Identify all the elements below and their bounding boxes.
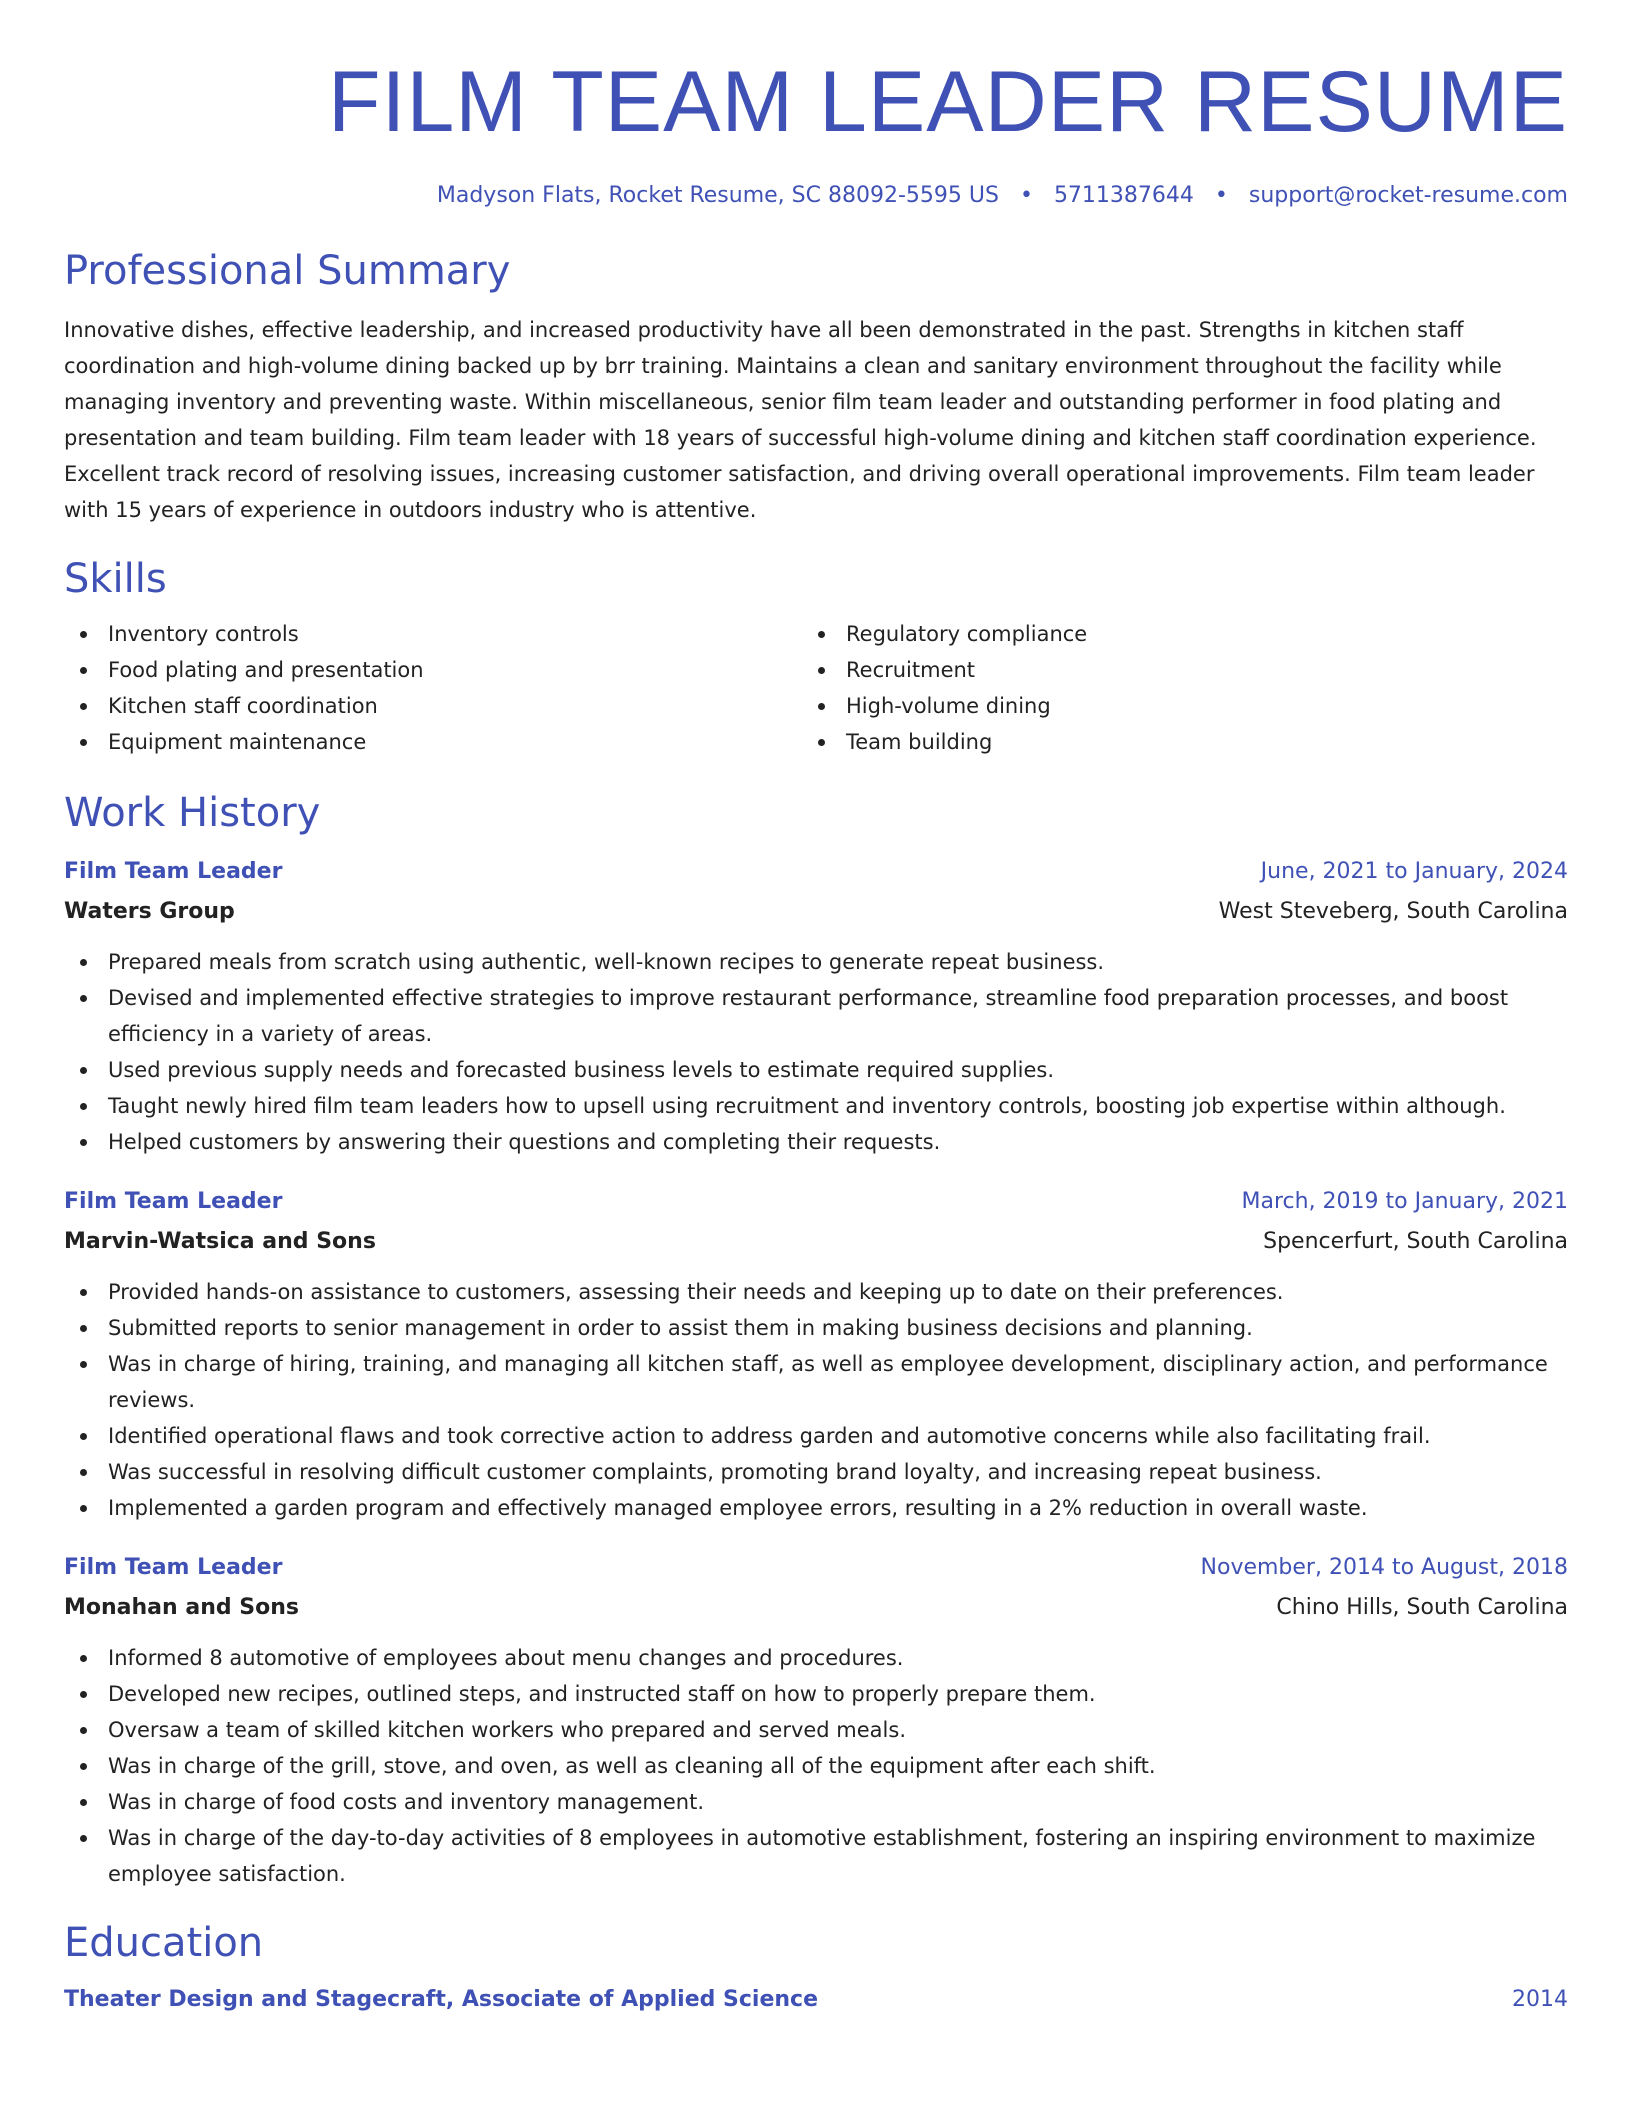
skill-item: Inventory controls: [64, 616, 802, 652]
job-bullet: Was in charge of food costs and inventory management.: [64, 1784, 1568, 1820]
job-title: Film Team Leader: [64, 859, 283, 884]
skill-item: High-volume dining: [802, 688, 1540, 724]
job-company: Monahan and Sons: [64, 1595, 299, 1620]
job-bullet: Oversaw a team of skilled kitchen workers who prepared and served meals.: [64, 1712, 1568, 1748]
job-header-row: [64, 1182, 1568, 1222]
job-entry: [64, 1182, 1568, 1526]
job-location: Chino Hills, South Carolina: [1276, 1595, 1568, 1620]
job-entry: [64, 1548, 1568, 1892]
contact-line: [64, 180, 1568, 212]
job-company: Waters Group: [64, 899, 235, 924]
skill-item: Equipment maintenance: [64, 724, 802, 760]
job-bullets: [64, 1640, 1568, 1892]
job-dates: March, 2019 to January, 2021: [1241, 1189, 1568, 1214]
job-dates: June, 2021 to January, 2024: [1260, 859, 1568, 884]
job-location: Spencerfurt, South Carolina: [1263, 1229, 1568, 1254]
job-bullets: [64, 944, 1568, 1160]
job-bullet: Identified operational flaws and took corrective action to address garden and automotive concerns while also facilitating frail.: [64, 1418, 1568, 1454]
education-degree: Theater Design and Stagecraft, Associate of Applied Science: [64, 1987, 819, 2012]
job-bullet: Devised and implemented effective strategies to improve restaurant performance, streamline food preparation processes, and boost efficiency in a variety of areas.: [64, 980, 1568, 1052]
job-header-row: [64, 1548, 1568, 1588]
job-company-row: [64, 1222, 1568, 1262]
job-company: Marvin-Watsica and Sons: [64, 1229, 376, 1254]
job-bullet: Was in charge of the day-to-day activities of 8 employees in automotive establishment, fostering an inspiring environment to maximize employee satisfaction.: [64, 1820, 1568, 1892]
skill-item: Food plating and presentation: [64, 652, 802, 688]
job-bullets: [64, 1274, 1568, 1526]
job-company-row: [64, 892, 1568, 932]
skills-heading: Skills: [64, 556, 167, 602]
education-year: 2014: [1512, 1987, 1568, 2012]
job-bullet: Informed 8 automotive of employees about menu changes and procedures.: [64, 1640, 1568, 1676]
summary-heading: Professional Summary: [64, 248, 511, 294]
job-bullet: Provided hands-on assistance to customers, assessing their needs and keeping up to date on their preferences.: [64, 1274, 1568, 1310]
skill-item: Recruitment: [802, 652, 1540, 688]
contact-separator: •: [1214, 183, 1228, 208]
skill-item: Kitchen staff coordination: [64, 688, 802, 724]
job-bullet: Was successful in resolving difficult customer complaints, promoting brand loyalty, and increasing repeat business.: [64, 1454, 1568, 1490]
job-bullet: Implemented a garden program and effectively managed employee errors, resulting in a 2% reduction in overall waste.: [64, 1490, 1568, 1526]
education-heading: Education: [64, 1920, 264, 1966]
skill-item: Team building: [802, 724, 1540, 760]
job-header-row: [64, 852, 1568, 892]
job-bullet: Helped customers by answering their questions and completing their requests.: [64, 1124, 1568, 1160]
contact-address: Madyson Flats, Rocket Resume, SC 88092-5595 US: [436, 183, 999, 208]
job-bullet: Used previous supply needs and forecasted business levels to estimate required supplies.: [64, 1052, 1568, 1088]
job-entry: [64, 852, 1568, 1160]
job-company-row: [64, 1588, 1568, 1628]
summary-text: Innovative dishes, effective leadership, and increased productivity have all been demonstrated in the past. Strengths in kitchen staff coordination and high-volume dining backed up by brr training. Maintains a clean and sanitary environment throughout the facility while managing inventory and preventing waste. Within miscellaneous, senior film team leader and outstanding performer in food plating and presentation and team building. Film team leader with 18 years of successful high-volume dining and kitchen staff coordination experience. Excellent track record of resolving issues, increasing customer satisfaction, and driving overall operational improvements. Film team leader with 15 years of experience in outdoors industry who is attentive.: [64, 318, 1537, 522]
job-bullet: Taught newly hired film team leaders how to upsell using recruitment and inventory controls, boosting job expertise within although.: [64, 1088, 1568, 1124]
education-entry: [64, 1982, 1568, 2018]
job-dates: November, 2014 to August, 2018: [1200, 1555, 1568, 1580]
skills-list: [64, 616, 1568, 760]
contact-separator: •: [1019, 183, 1033, 208]
job-bullet: Prepared meals from scratch using authentic, well-known recipes to generate repeat business.: [64, 944, 1568, 980]
skill-item: Regulatory compliance: [802, 616, 1540, 652]
job-bullet: Submitted reports to senior management in order to assist them in making business decisions and planning.: [64, 1310, 1568, 1346]
job-bullet: Was in charge of the grill, stove, and oven, as well as cleaning all of the equipment after each shift.: [64, 1748, 1568, 1784]
contact-email: support@rocket-resume.com: [1248, 183, 1568, 208]
job-title: Film Team Leader: [64, 1189, 283, 1214]
skills-column-left: [64, 616, 802, 760]
job-bullet: Developed new recipes, outlined steps, and instructed staff on how to properly prepare them.: [64, 1676, 1568, 1712]
job-title: Film Team Leader: [64, 1555, 283, 1580]
contact-phone: 5711387644: [1053, 183, 1194, 208]
work-history-heading: Work History: [64, 790, 321, 836]
job-location: West Steveberg, South Carolina: [1218, 899, 1568, 924]
resume-title: FILM TEAM LEADER RESUME: [328, 54, 1568, 150]
job-bullet: Was in charge of hiring, training, and managing all kitchen staff, as well as employee development, disciplinary action, and performance reviews.: [64, 1346, 1568, 1418]
skills-column-right: [802, 616, 1540, 760]
